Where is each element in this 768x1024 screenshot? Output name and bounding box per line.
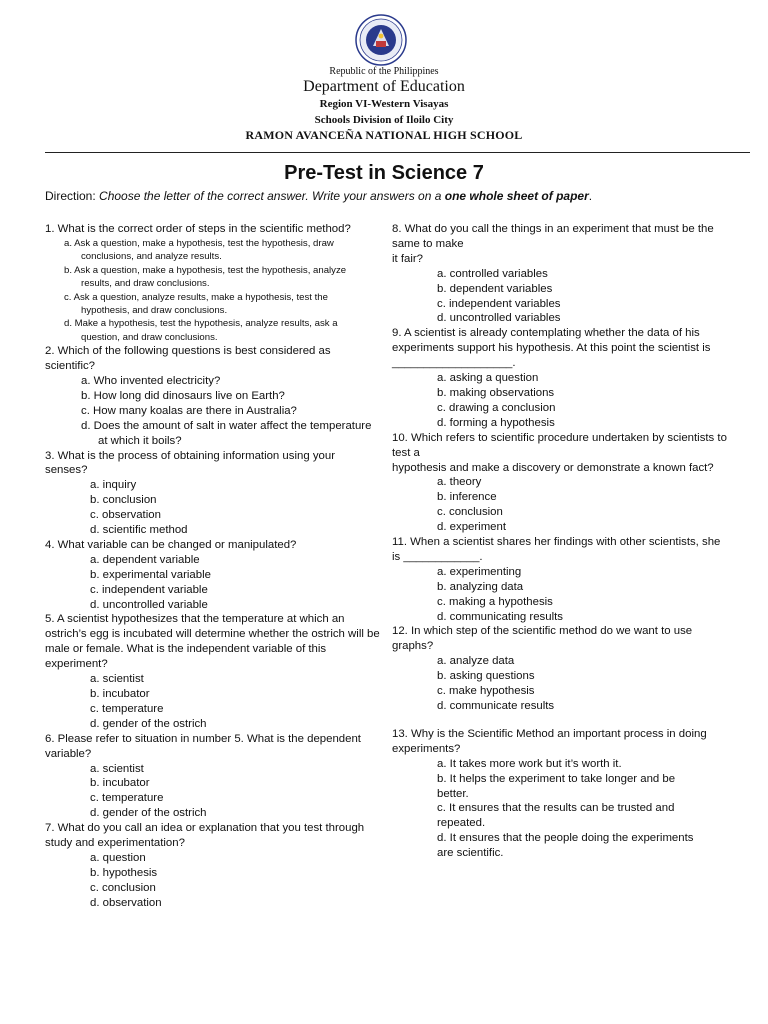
question-item [392,222,728,326]
answer-option: d. Make a hypothesis, test the hypothesis, analyze results, ask a question, and draw conclusions. [64,318,338,343]
republic-label: Republic of the Philippines [329,66,439,77]
answer-option: c. observation [90,509,161,522]
answer-option: c. independent variable [90,583,208,596]
answer-option: d. uncontrolled variables [437,312,561,325]
answer-option: b. It helps the experiment to take longer and be better. [437,772,676,800]
question-text: 13. Why is the Scientific Method an important process in doing experiments? [392,727,707,755]
answer-option: a. dependent variable [90,553,200,566]
answer-option: d. communicating results [437,610,563,623]
question-text: 9. A scientist is already contemplating whether the data of his experiments support his hypothesis. At this point the scientist is ___________________. [392,327,711,370]
question-item [45,449,380,538]
question-text-continued: it fair? [392,252,424,265]
answer-option: d. experiment [437,521,507,534]
spacer [392,714,728,727]
question-text: 10. Which refers to scientific procedure undertaken by scientists to test a [392,431,727,459]
answer-option: d. scientific method [90,524,188,537]
page-title: Pre-Test in Science 7 [284,162,484,184]
answer-option: d. uncontrolled variable [90,598,208,611]
question-item [392,624,728,713]
question-item [392,431,728,535]
answer-option: b. incubator [90,777,150,790]
answer-option: c. independent variables [437,297,561,310]
answer-option: a. controlled variables [437,267,548,280]
answer-option: a. Who invented electricity? [81,374,221,387]
answer-option: d. observation [90,896,162,909]
answer-option: c. It ensures that the results can be trusted and repeated. [437,802,675,830]
answer-option: a. It takes more work but it’s worth it. [437,757,622,770]
answer-option: b. conclusion [90,494,157,507]
direction-label: Direction: [45,189,100,203]
answer-option: c. conclusion [90,881,156,894]
deped-seal-icon [355,14,407,66]
question-text: 5. A scientist hypothesizes that the temperature at which an ostrich’s egg is incubated will determine whether the ostrich will be male or female. What is the independent variable of this experiment? [45,613,380,671]
question-item [392,326,728,430]
question-item [45,821,380,910]
answer-option: b. hypothesis [90,866,158,879]
direction-emphasis: one whole sheet of paper [444,189,589,203]
answer-option: d. communicate results [437,700,555,712]
answer-option: a. scientist [90,673,144,686]
right-column [392,222,728,861]
answer-option: a. inquiry [90,479,137,492]
question-text: 1. What is the correct order of steps in the scientific method? [45,223,351,235]
question-text: 3. What is the process of obtaining information using your senses? [45,449,335,477]
question-text: 8. What do you call the things in an experiment that must be the same to make [392,223,714,250]
answer-option: b. inference [437,491,497,504]
answer-option: a. analyze data [437,655,515,668]
question-text: 11. When a scientist shares her findings with other scientists, she is ____________. [392,536,721,563]
question-text: 4. What variable can be changed or manipulated? [45,538,297,551]
question-text: 12. In which step of the scientific method do we want to use graphs? [392,625,693,653]
question-item [45,538,380,613]
question-item [45,612,380,731]
school-name: RAMON AVANCEÑA NATIONAL HIGH SCHOOL [245,128,523,142]
answer-option: b. Ask a question, make a hypothesis, test the hypothesis, analyze results, and draw conclusions. [64,264,347,290]
question-text: 2. Which of the following questions is best considered as scientific? [45,345,331,373]
answer-option: a. Ask a question, make a hypothesis, test the hypothesis, draw conclusions, and analyze results. [64,237,334,263]
answer-option: b. making observations [437,386,555,399]
answer-option: b. analyzing data [437,580,524,593]
answer-option: a. scientist [90,762,144,775]
answer-option: c. drawing a conclusion [437,401,556,414]
answer-option: a. asking a question [437,372,539,385]
question-item [392,727,728,861]
question-item [45,732,380,821]
answer-option: c. temperature [90,702,164,715]
question-text: 6. Please refer to situation in number 5. What is the dependent variable? [45,732,361,760]
answer-option: a. experimenting [437,565,522,578]
question-item [45,222,380,344]
answer-option: c. How many koalas are there in Australia? [81,404,297,417]
answer-option: b. dependent variables [437,282,553,295]
direction-text [45,189,592,203]
answer-option: d. Does the amount of salt in water affect the temperature at which it boils? [81,419,372,447]
direction-instruction: Choose the letter of the correct answer. Write your answers on a [99,189,445,203]
answer-option: d. gender of the ostrich [90,807,207,820]
answer-option: b. experimental variable [90,568,211,581]
direction-end: . [588,189,593,203]
question-text: 7. What do you call an idea or explanation that you test through study and experimentation? [45,822,365,850]
answer-option: c. temperature [90,792,164,805]
answer-option: c. make hypothesis [437,685,535,698]
answer-option: a. theory [437,476,482,489]
answer-option: a. question [90,851,146,864]
division-label: Schools Division of Iloilo City [314,114,454,126]
answer-option: c. Ask a question, analyze results, make a hypothesis, test the hypothesis, and draw conclusions. [64,291,328,316]
header-divider [45,152,750,153]
question-item [392,535,728,624]
question-text-continued: hypothesis and make a discovery or demonstrate a known fact? [392,461,714,474]
answer-option: d. It ensures that the people doing the experiments are scientific. [437,832,694,860]
left-column [45,222,380,911]
answer-option: b. How long did dinosaurs live on Earth? [81,389,285,402]
answer-option: c. making a hypothesis [437,595,553,608]
answer-option: b. asking questions [437,670,535,683]
question-item [45,344,380,448]
answer-option: d. gender of the ostrich [90,717,207,730]
region-label: Region VI-Western Visayas [319,98,449,110]
answer-option: d. forming a hypothesis [437,416,555,429]
answer-option: b. incubator [90,688,150,700]
department-label: Department of Education [303,78,465,95]
answer-option: c. conclusion [437,506,503,519]
